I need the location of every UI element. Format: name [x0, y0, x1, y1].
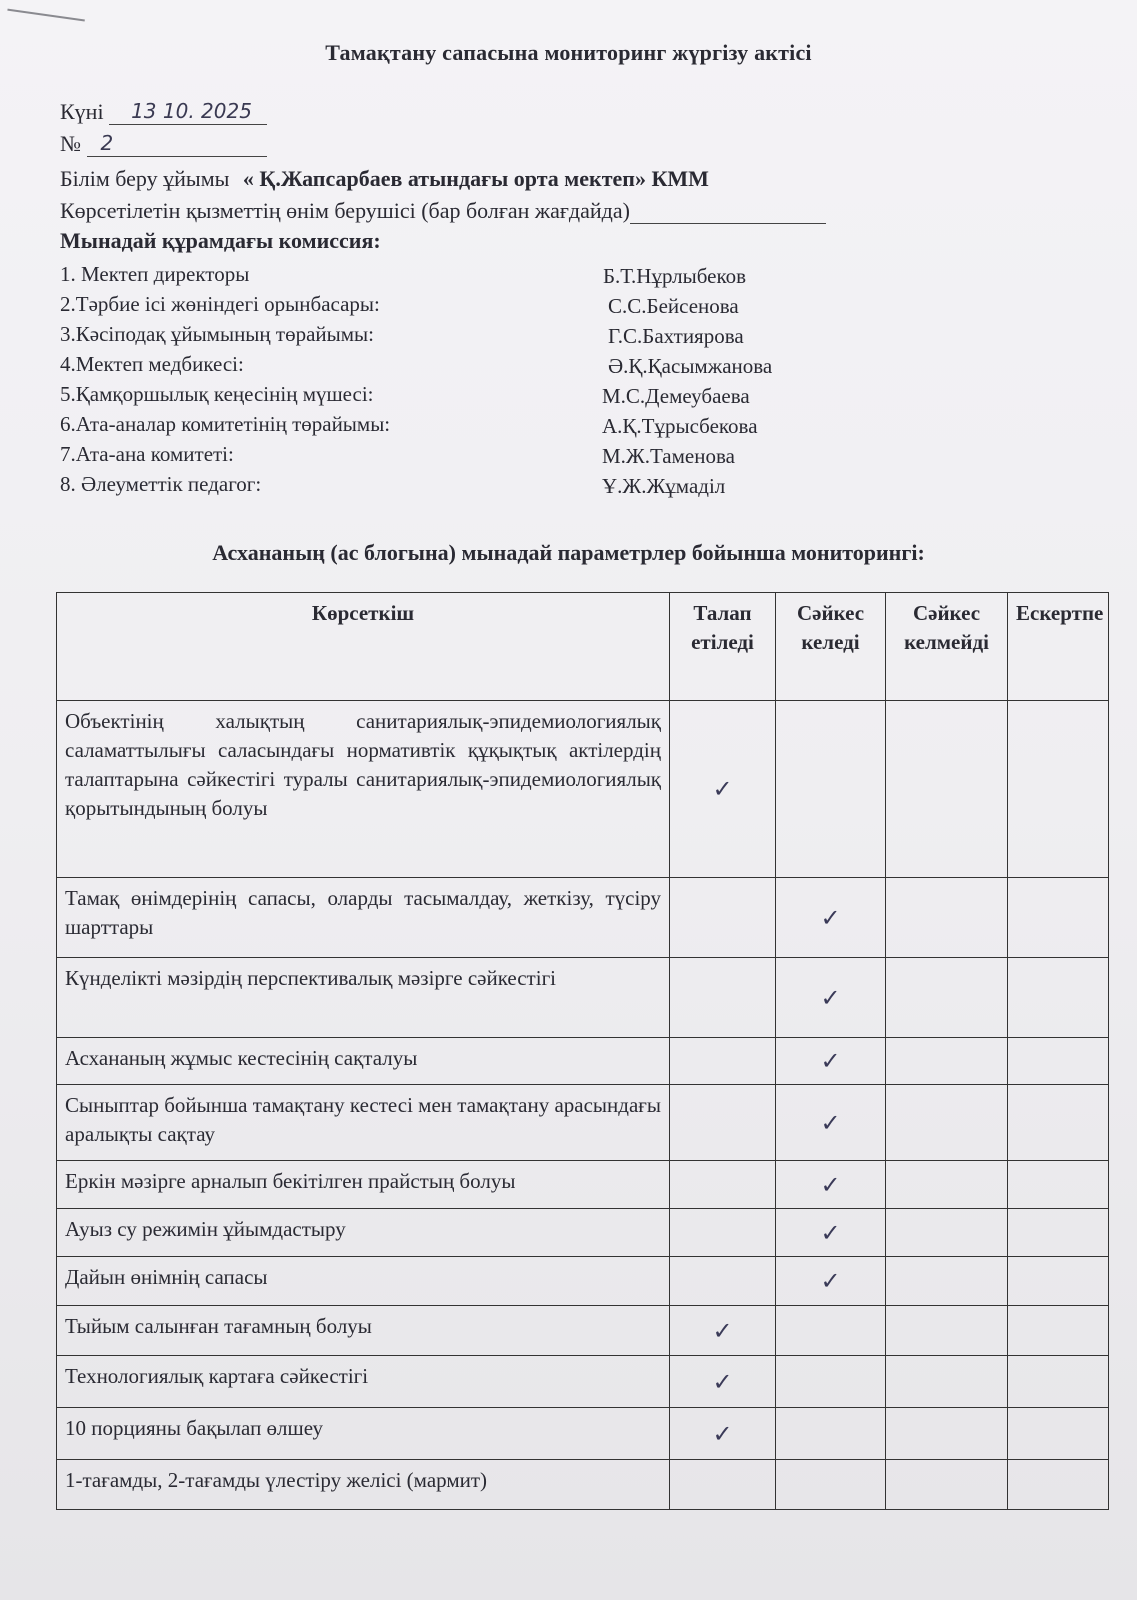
compliant-cell: [776, 958, 886, 1038]
note-cell: [1008, 958, 1109, 1038]
member-name: А.Қ.Тұрысбекова: [602, 414, 758, 438]
member-role: 3.Кәсіподақ ұйымының төрайымы:: [60, 322, 374, 346]
table-row: [57, 1408, 1109, 1460]
table-title: Асхананың (ас блогына) мынадай параметрлер бойынша мониторингі:: [212, 540, 925, 565]
non-compliant-cell: [886, 1257, 1008, 1306]
indicator-cell: Технологиялық картаға сәйкестігі: [57, 1356, 670, 1408]
table-row: [57, 701, 1109, 878]
organization-value: « Қ.Жапсарбаев атындағы орта мектеп» КММ: [242, 166, 709, 191]
commission-heading: Мынадай құрамдағы комиссия:: [60, 228, 381, 253]
note-cell: [1008, 701, 1109, 878]
check-mark-icon: ✓: [820, 1170, 841, 1199]
compliant-cell: [776, 1460, 886, 1510]
compliant-cell: [776, 878, 886, 958]
non-compliant-cell: [886, 1038, 1008, 1085]
check-mark-icon: ✓: [712, 775, 733, 803]
required-cell: [670, 1209, 776, 1257]
note-cell: [1008, 1356, 1109, 1408]
check-mark-icon: ✓: [820, 1108, 841, 1137]
header-indicator: Көрсеткіш: [57, 593, 670, 701]
member-name: Г.С.Бахтиярова: [608, 324, 744, 348]
header-non-compliant: Сәйкес келмейді: [886, 593, 1008, 701]
member-role: 7.Ата-ана комитеті:: [60, 442, 234, 466]
non-compliant-cell: [886, 701, 1008, 878]
table-row: [57, 1209, 1109, 1257]
note-cell: [1008, 878, 1109, 958]
compliant-cell: [776, 1085, 886, 1161]
member-role: 2.Тәрбие ісі жөніндегі орынбасары:: [60, 292, 380, 316]
required-cell: [670, 1460, 776, 1510]
required-cell: [670, 1306, 776, 1356]
check-mark-icon: ✓: [820, 1047, 841, 1075]
non-compliant-cell: [886, 1085, 1008, 1161]
table-header-row: [57, 593, 1109, 701]
check-mark-icon: ✓: [712, 1367, 733, 1396]
table-row: [57, 1161, 1109, 1209]
member-role: 8. Әлеуметтік педагог:: [60, 472, 262, 496]
non-compliant-cell: [886, 1306, 1008, 1356]
provider-field: [60, 198, 826, 224]
indicator-cell: Асхананың жұмыс кестесінің сақталуы: [57, 1038, 670, 1085]
member-role: 1. Мектеп директоры: [60, 262, 250, 286]
member-name: Б.Т.Нұрлыбеков: [603, 264, 747, 288]
header-note: Ескертпе: [1008, 593, 1109, 701]
compliant-cell: [776, 1408, 886, 1460]
table-row: [57, 1356, 1109, 1408]
required-cell: [670, 1257, 776, 1306]
required-cell: [670, 1161, 776, 1209]
required-cell: [670, 958, 776, 1038]
check-mark-icon: ✓: [820, 1267, 841, 1295]
check-mark-icon: ✓: [820, 983, 841, 1012]
required-cell: [670, 1408, 776, 1460]
note-cell: [1008, 1306, 1109, 1356]
compliant-cell: [776, 701, 886, 878]
member-role: 6.Ата-аналар комитетінің төрайымы:: [60, 412, 391, 436]
header-required: Талап етіледі: [670, 593, 776, 701]
member-name: С.С.Бейсенова: [608, 294, 739, 318]
compliant-cell: [776, 1209, 886, 1257]
indicator-cell: Күнделікті мәзірдің перспективалық мәзірге сәйкестігі: [57, 958, 670, 1038]
number-line: [87, 130, 267, 157]
indicator-cell: Дайын өнімнің сапасы: [57, 1257, 670, 1306]
organization-label: Білім беру ұйымы: [60, 166, 230, 191]
note-cell: [1008, 1038, 1109, 1085]
check-mark-icon: ✓: [820, 1218, 841, 1247]
table-row: [57, 1306, 1109, 1356]
non-compliant-cell: [886, 878, 1008, 958]
non-compliant-cell: [886, 958, 1008, 1038]
member-name: М.С.Демеубаева: [602, 384, 750, 408]
document-title: Тамақтану сапасына мониторинг жүргізу актісі: [325, 40, 812, 65]
pen-mark: [5, 9, 85, 38]
date-label: Күні: [60, 99, 104, 124]
indicator-cell: Ауыз су режимін ұйымдастыру: [57, 1209, 670, 1257]
number-value: 2: [100, 131, 114, 155]
indicator-cell: Сыныптар бойынша тамақтану кестесі мен тамақтану арасындағы аралықты сақтау: [57, 1085, 670, 1161]
monitoring-table: [56, 592, 1109, 1510]
required-cell: [670, 1038, 776, 1085]
member-role: 5.Қамқоршылық кеңесінің мүшесі:: [60, 382, 374, 406]
date-value: 13 10. 2025: [131, 99, 252, 123]
non-compliant-cell: [886, 1209, 1008, 1257]
compliant-cell: [776, 1257, 886, 1306]
compliant-cell: [776, 1356, 886, 1408]
organization-field: [60, 166, 709, 192]
table-row: [57, 1460, 1109, 1510]
provider-blank-line: [630, 205, 826, 224]
provider-label: Көрсетілетін қызметтің өнім берушісі (бар болған жағдайда): [60, 198, 630, 223]
indicator-cell: Тыйым салынған тағамның болуы: [57, 1306, 670, 1356]
check-mark-icon: ✓: [712, 1419, 733, 1448]
note-cell: [1008, 1257, 1109, 1306]
note-cell: [1008, 1460, 1109, 1510]
table-row: [57, 1085, 1109, 1161]
number-field: [60, 130, 267, 157]
indicator-cell: 10 порцияны бақылап өлшеу: [57, 1408, 670, 1460]
indicator-cell: Объектінің халықтың санитариялық-эпидемиологиялық саламаттылығы саласындағы нормативтік құқықтық актілердің талаптарына сәйкестігі туралы санитариялық-эпидемиологиялық қорытындының болуы: [57, 701, 670, 878]
table-row: [57, 1257, 1109, 1306]
indicator-cell: Тамақ өнімдерінің сапасы, оларды тасымалдау, жеткізу, түсіру шарттары: [57, 878, 670, 958]
check-mark-icon: ✓: [712, 1316, 733, 1345]
indicator-cell: 1-тағамды, 2-тағамды үлестіру желісі (мармит): [57, 1460, 670, 1510]
date-line: [109, 98, 267, 125]
date-field: [60, 98, 267, 125]
table-row: [57, 1038, 1109, 1085]
compliant-cell: [776, 1161, 886, 1209]
compliant-cell: [776, 1038, 886, 1085]
note-cell: [1008, 1209, 1109, 1257]
member-name: Ә.Қ.Қасымжанова: [608, 354, 773, 378]
member-name: Ұ.Ж.Жұмаділ: [602, 474, 726, 498]
non-compliant-cell: [886, 1356, 1008, 1408]
note-cell: [1008, 1161, 1109, 1209]
required-cell: [670, 1356, 776, 1408]
required-cell: [670, 878, 776, 958]
non-compliant-cell: [886, 1408, 1008, 1460]
table-row: [57, 878, 1109, 958]
indicator-cell: Еркін мәзірге арналып бекітілген прайстың болуы: [57, 1161, 670, 1209]
required-cell: [670, 1085, 776, 1161]
member-role: 4.Мектеп медбикесі:: [60, 352, 244, 376]
required-cell: [670, 701, 776, 878]
non-compliant-cell: [886, 1161, 1008, 1209]
note-cell: [1008, 1085, 1109, 1161]
check-mark-icon: ✓: [820, 903, 841, 932]
table-row: [57, 958, 1109, 1038]
header-compliant: Сәйкес келеді: [776, 593, 886, 701]
number-label: №: [60, 131, 81, 156]
member-name: М.Ж.Таменова: [602, 444, 735, 468]
note-cell: [1008, 1408, 1109, 1460]
non-compliant-cell: [886, 1460, 1008, 1510]
compliant-cell: [776, 1306, 886, 1356]
